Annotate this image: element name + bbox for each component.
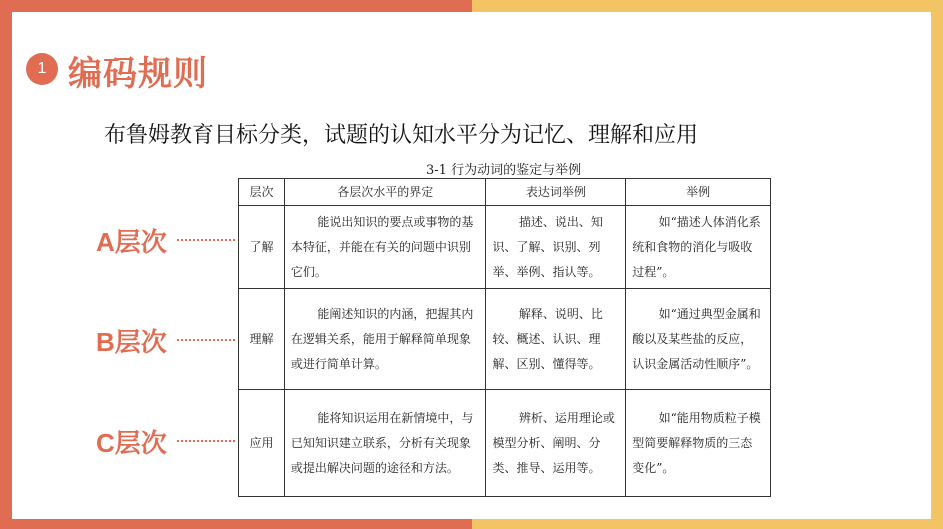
level-a-connector [177,239,235,241]
row-example: 如“能用物质粒子模型简要解释物质的三态变化”。 [626,390,771,497]
table-row [239,206,771,289]
subtitle: 布鲁姆教育目标分类，试题的认知水平分为记忆、理解和应用 [104,123,699,148]
row-verbs: 解释、说明、比较、概述、认识、理解、区别、懂得等。 [486,289,626,390]
table-row [239,289,771,390]
table-caption: 3-1 行为动词的鉴定与举例 [426,163,582,178]
row-definition: 能将知识运用在新情境中，与已知知识建立联系，分析有关现象或提出解决问题的途径和方法。 [284,390,486,497]
level-a-label: A层次 [96,227,167,257]
level-b-connector [177,339,235,341]
row-example: 如“通过典型金属和酸以及某些盐的反应，认识金属活动性顺序”。 [626,289,771,390]
row-verbs: 辨析、运用理论或模型分析、阐明、分类、推导、运用等。 [486,390,626,497]
page-title: 编码规则 [68,54,208,94]
table-row [239,390,771,497]
right-border [931,0,943,529]
row-example: 如“描述人体消化系统和食物的消化与吸收过程”。 [626,206,771,289]
header-definition: 各层次水平的界定 [284,179,486,206]
level-b-label: B层次 [96,327,167,357]
row-level: 了解 [239,206,285,289]
level-c-label: C层次 [96,428,167,458]
bottom-border-right [472,519,943,529]
row-level: 理解 [239,289,285,390]
top-border-right [472,0,943,12]
row-level: 应用 [239,390,285,497]
top-border-left [0,0,472,12]
verb-table [238,178,771,497]
header-example: 举例 [626,179,771,206]
row-verbs: 描述、说出、知识、了解、识别、列举、举例、指认等。 [486,206,626,289]
header-verbs: 表达词举例 [486,179,626,206]
level-c-connector [177,440,235,442]
bottom-border-left [0,519,472,529]
row-definition: 能阐述知识的内涵，把握其内在逻辑关系，能用于解释简单现象或进行简单计算。 [284,289,486,390]
section-number-badge: 1 [26,53,58,85]
row-definition: 能说出知识的要点或事物的基本特征，并能在有关的问题中识别它们。 [284,206,486,289]
header-level: 层次 [239,179,285,206]
table-header-row [239,179,771,206]
left-border [0,0,12,529]
